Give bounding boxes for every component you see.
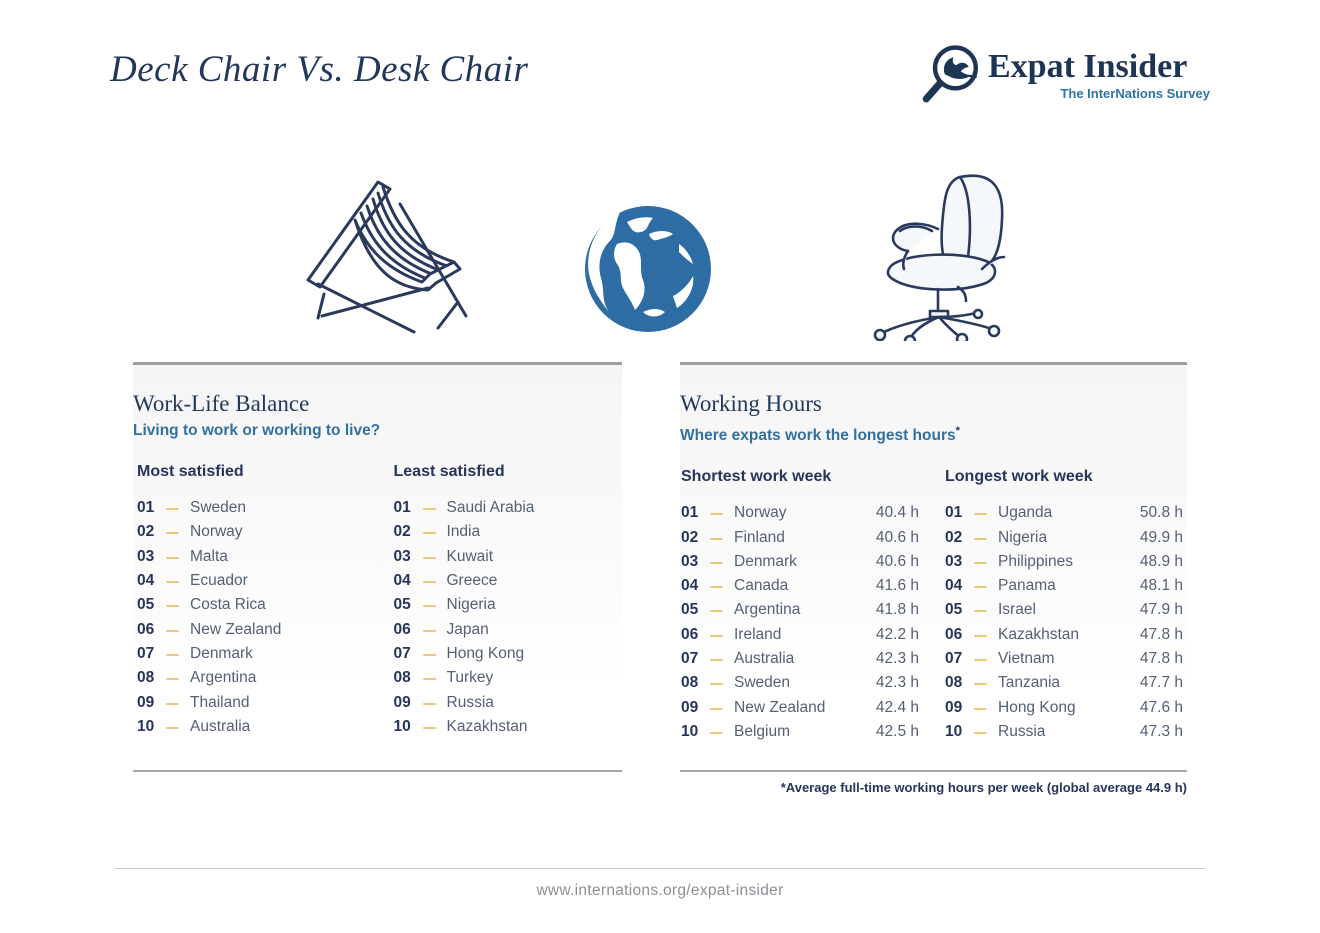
rank-number: 07 bbox=[393, 644, 411, 662]
country-label: Kuwait bbox=[446, 547, 494, 565]
footer-url: www.internations.org/expat-insider bbox=[536, 882, 784, 899]
rank-dash-icon bbox=[166, 605, 179, 607]
page-title: Deck Chair Vs. Desk Chair bbox=[110, 49, 529, 90]
list-item bbox=[394, 593, 623, 617]
rank-number: 07 bbox=[137, 644, 155, 662]
rank-dash-icon bbox=[423, 581, 436, 583]
expat-insider-logo bbox=[920, 42, 1210, 106]
list-item bbox=[394, 617, 623, 641]
rank-number: 08 bbox=[945, 674, 963, 692]
list-item bbox=[394, 715, 623, 739]
list-item bbox=[394, 642, 623, 666]
rank-number: 01 bbox=[681, 504, 699, 522]
list-item bbox=[681, 647, 919, 671]
list-item bbox=[137, 593, 366, 617]
rank-number: 09 bbox=[137, 693, 155, 711]
country-label: Thailand bbox=[190, 693, 250, 711]
magnifier-bird-logo-icon bbox=[920, 44, 982, 106]
list-item bbox=[681, 720, 919, 744]
rank-dash-icon bbox=[423, 532, 436, 534]
country-label: Nigeria bbox=[998, 528, 1048, 546]
hours-value: 40.4 h bbox=[875, 504, 919, 522]
rank-number: 05 bbox=[945, 601, 963, 619]
rank-dash-icon bbox=[166, 630, 179, 632]
rank-dash-icon bbox=[166, 557, 179, 559]
ranking-list bbox=[681, 501, 919, 744]
rank-number: 06 bbox=[393, 620, 411, 638]
hours-value: 42.5 h bbox=[875, 722, 919, 740]
list-item bbox=[945, 501, 1183, 525]
rank-dash-icon bbox=[166, 508, 179, 510]
list-item bbox=[681, 696, 919, 720]
ranking-list bbox=[945, 501, 1183, 744]
rank-number: 10 bbox=[393, 717, 411, 735]
working-hours-footnote: *Average full-time working hours per week (global average 44.9 h) bbox=[780, 780, 1187, 795]
hours-value: 47.7 h bbox=[1139, 674, 1183, 692]
rank-dash-icon bbox=[974, 513, 987, 515]
list-item bbox=[681, 501, 919, 525]
rank-dash-icon bbox=[710, 513, 723, 515]
country-label: Greece bbox=[446, 572, 498, 590]
country-label: Hong Kong bbox=[446, 644, 525, 662]
rank-dash-icon bbox=[974, 659, 987, 661]
country-label: Kazakhstan bbox=[446, 717, 528, 735]
rank-dash-icon bbox=[423, 678, 436, 680]
shortest-work-week-column bbox=[681, 467, 919, 744]
hours-value: 48.9 h bbox=[1139, 552, 1183, 570]
hours-value: 42.3 h bbox=[875, 650, 919, 668]
rank-dash-icon bbox=[710, 683, 723, 685]
country-label: Hong Kong bbox=[998, 698, 1076, 716]
section-subtitle: Where expats work the longest hours* bbox=[680, 425, 960, 445]
country-label: India bbox=[446, 523, 481, 541]
country-label: Ecuador bbox=[190, 572, 248, 590]
rank-number: 05 bbox=[681, 601, 699, 619]
logo-tagline: The InterNations Survey bbox=[1060, 86, 1210, 101]
rank-dash-icon bbox=[423, 557, 436, 559]
least-satisfied-column bbox=[394, 462, 623, 739]
list-item bbox=[945, 671, 1183, 695]
rank-number: 09 bbox=[393, 693, 411, 711]
country-label: Russia bbox=[998, 722, 1046, 740]
country-label: Japan bbox=[446, 620, 489, 638]
hours-value: 41.6 h bbox=[875, 577, 919, 595]
country-label: Australia bbox=[190, 717, 251, 735]
country-label: Malta bbox=[190, 547, 228, 565]
rank-dash-icon bbox=[710, 610, 723, 612]
list-item bbox=[137, 617, 366, 641]
list-item bbox=[681, 525, 919, 549]
rank-dash-icon bbox=[974, 708, 987, 710]
rank-number: 03 bbox=[681, 552, 699, 570]
rank-dash-icon bbox=[710, 635, 723, 637]
hours-value: 47.8 h bbox=[1139, 625, 1183, 643]
ranking-list bbox=[137, 496, 366, 739]
rank-number: 03 bbox=[137, 547, 155, 565]
column-heading: Longest work week bbox=[945, 468, 1093, 486]
list-item bbox=[945, 696, 1183, 720]
country-label: Tanzania bbox=[998, 674, 1061, 692]
rank-number: 04 bbox=[945, 577, 963, 595]
list-item bbox=[137, 545, 366, 569]
country-label: Russia bbox=[446, 693, 494, 711]
country-label: Argentina bbox=[734, 601, 801, 619]
footer-divider bbox=[115, 868, 1205, 869]
column-heading: Most satisfied bbox=[137, 463, 244, 480]
country-label: Kazakhstan bbox=[998, 625, 1079, 643]
working-hours-section bbox=[680, 362, 1187, 772]
country-label: Uganda bbox=[998, 504, 1053, 522]
rank-number: 01 bbox=[137, 499, 155, 517]
rank-number: 05 bbox=[393, 596, 411, 614]
list-item bbox=[945, 623, 1183, 647]
rank-dash-icon bbox=[166, 727, 179, 729]
deck-chair-illustration bbox=[288, 170, 468, 340]
list-item bbox=[137, 715, 366, 739]
country-label: Denmark bbox=[190, 644, 253, 662]
country-label: Philippines bbox=[998, 552, 1073, 570]
rank-number: 02 bbox=[137, 523, 155, 541]
list-item bbox=[394, 690, 623, 714]
column-heading: Least satisfied bbox=[393, 463, 505, 480]
column-heading: Shortest work week bbox=[681, 468, 832, 486]
list-item bbox=[137, 666, 366, 690]
rank-dash-icon bbox=[423, 703, 436, 705]
rank-number: 07 bbox=[945, 650, 963, 668]
rank-number: 04 bbox=[681, 577, 699, 595]
hours-value: 47.6 h bbox=[1139, 698, 1183, 716]
list-item bbox=[945, 525, 1183, 549]
desk-chair-illustration bbox=[864, 165, 1036, 341]
rank-number: 10 bbox=[945, 722, 963, 740]
rank-dash-icon bbox=[166, 678, 179, 680]
rank-number: 04 bbox=[393, 572, 411, 590]
most-satisfied-column bbox=[137, 462, 366, 739]
country-label: New Zealand bbox=[190, 620, 282, 638]
hours-value: 47.8 h bbox=[1139, 650, 1183, 668]
hours-value: 47.9 h bbox=[1139, 601, 1183, 619]
hours-value: 49.9 h bbox=[1139, 528, 1183, 546]
list-item bbox=[945, 574, 1183, 598]
rank-dash-icon bbox=[423, 630, 436, 632]
country-label: Sweden bbox=[190, 499, 247, 517]
rank-number: 02 bbox=[681, 528, 699, 546]
rank-dash-icon bbox=[710, 659, 723, 661]
rank-dash-icon bbox=[710, 586, 723, 588]
list-item bbox=[681, 623, 919, 647]
country-label: Nigeria bbox=[446, 596, 496, 614]
country-label: Turkey bbox=[446, 669, 494, 687]
hours-value: 40.6 h bbox=[875, 528, 919, 546]
rank-number: 01 bbox=[393, 499, 411, 517]
list-item bbox=[394, 545, 623, 569]
rank-dash-icon bbox=[423, 654, 436, 656]
rank-number: 06 bbox=[137, 620, 155, 638]
list-item bbox=[394, 666, 623, 690]
hours-value: 42.3 h bbox=[875, 674, 919, 692]
longest-work-week-column bbox=[945, 467, 1183, 744]
rank-number: 06 bbox=[945, 625, 963, 643]
list-item bbox=[394, 569, 623, 593]
rank-dash-icon bbox=[166, 654, 179, 656]
country-label: Norway bbox=[190, 523, 243, 541]
list-item bbox=[137, 496, 366, 520]
rank-dash-icon bbox=[974, 610, 987, 612]
rank-number: 01 bbox=[945, 504, 963, 522]
list-item bbox=[681, 598, 919, 622]
ranking-list bbox=[394, 496, 623, 739]
country-label: Denmark bbox=[734, 552, 797, 570]
hours-value: 47.3 h bbox=[1139, 722, 1183, 740]
rank-dash-icon bbox=[423, 605, 436, 607]
rank-number: 02 bbox=[393, 523, 411, 541]
section-title: Working Hours bbox=[680, 391, 822, 416]
rank-dash-icon bbox=[166, 703, 179, 705]
rank-number: 08 bbox=[681, 674, 699, 692]
country-label: Saudi Arabia bbox=[446, 499, 535, 517]
rank-number: 04 bbox=[137, 572, 155, 590]
country-label: Sweden bbox=[734, 674, 791, 692]
rank-number: 06 bbox=[681, 625, 699, 643]
rank-dash-icon bbox=[710, 562, 723, 564]
list-item bbox=[137, 520, 366, 544]
section-title: Work-Life Balance bbox=[133, 391, 310, 416]
rank-number: 02 bbox=[945, 528, 963, 546]
country-label: Costa Rica bbox=[190, 596, 266, 614]
list-item bbox=[681, 574, 919, 598]
rank-dash-icon bbox=[166, 581, 179, 583]
rank-dash-icon bbox=[974, 683, 987, 685]
country-label: Israel bbox=[998, 601, 1036, 619]
rank-number: 10 bbox=[137, 717, 155, 735]
rank-dash-icon bbox=[710, 708, 723, 710]
country-label: New Zealand bbox=[734, 698, 826, 716]
rank-dash-icon bbox=[710, 538, 723, 540]
work-life-balance-section bbox=[133, 362, 622, 772]
logo-name: Expat Insider bbox=[988, 48, 1188, 85]
rank-number: 03 bbox=[945, 552, 963, 570]
country-label: Ireland bbox=[734, 625, 782, 643]
hours-value: 41.8 h bbox=[875, 601, 919, 619]
country-label: Finland bbox=[734, 528, 785, 546]
hours-value: 40.6 h bbox=[875, 552, 919, 570]
country-label: Belgium bbox=[734, 722, 790, 740]
country-label: Panama bbox=[998, 577, 1056, 595]
rank-number: 09 bbox=[681, 698, 699, 716]
rank-number: 09 bbox=[945, 698, 963, 716]
list-item bbox=[137, 642, 366, 666]
rank-number: 08 bbox=[393, 669, 411, 687]
rank-dash-icon bbox=[974, 586, 987, 588]
list-item bbox=[681, 550, 919, 574]
country-label: Argentina bbox=[190, 669, 257, 687]
list-item bbox=[394, 496, 623, 520]
hours-value: 48.1 h bbox=[1139, 577, 1183, 595]
rank-dash-icon bbox=[974, 562, 987, 564]
country-label: Norway bbox=[734, 504, 787, 522]
list-item bbox=[945, 598, 1183, 622]
country-label: Australia bbox=[734, 650, 795, 668]
footnote-asterisk: * bbox=[955, 425, 960, 437]
rank-dash-icon bbox=[423, 508, 436, 510]
list-item bbox=[137, 569, 366, 593]
list-item bbox=[394, 520, 623, 544]
hours-value: 42.4 h bbox=[875, 698, 919, 716]
list-item bbox=[945, 550, 1183, 574]
rank-dash-icon bbox=[974, 538, 987, 540]
list-item bbox=[137, 690, 366, 714]
rank-dash-icon bbox=[974, 635, 987, 637]
globe-illustration bbox=[583, 204, 713, 334]
hours-value: 50.8 h bbox=[1139, 504, 1183, 522]
rank-dash-icon bbox=[166, 532, 179, 534]
rank-number: 08 bbox=[137, 669, 155, 687]
rank-number: 05 bbox=[137, 596, 155, 614]
list-item bbox=[945, 720, 1183, 744]
country-label: Vietnam bbox=[998, 650, 1055, 668]
rank-dash-icon bbox=[974, 732, 987, 734]
rank-dash-icon bbox=[423, 727, 436, 729]
section-subtitle: Living to work or working to live? bbox=[133, 422, 381, 439]
rank-number: 03 bbox=[393, 547, 411, 565]
list-item bbox=[681, 671, 919, 695]
rank-number: 07 bbox=[681, 650, 699, 668]
hours-value: 42.2 h bbox=[875, 625, 919, 643]
rank-number: 10 bbox=[681, 722, 699, 740]
rank-dash-icon bbox=[710, 732, 723, 734]
country-label: Canada bbox=[734, 577, 789, 595]
list-item bbox=[945, 647, 1183, 671]
